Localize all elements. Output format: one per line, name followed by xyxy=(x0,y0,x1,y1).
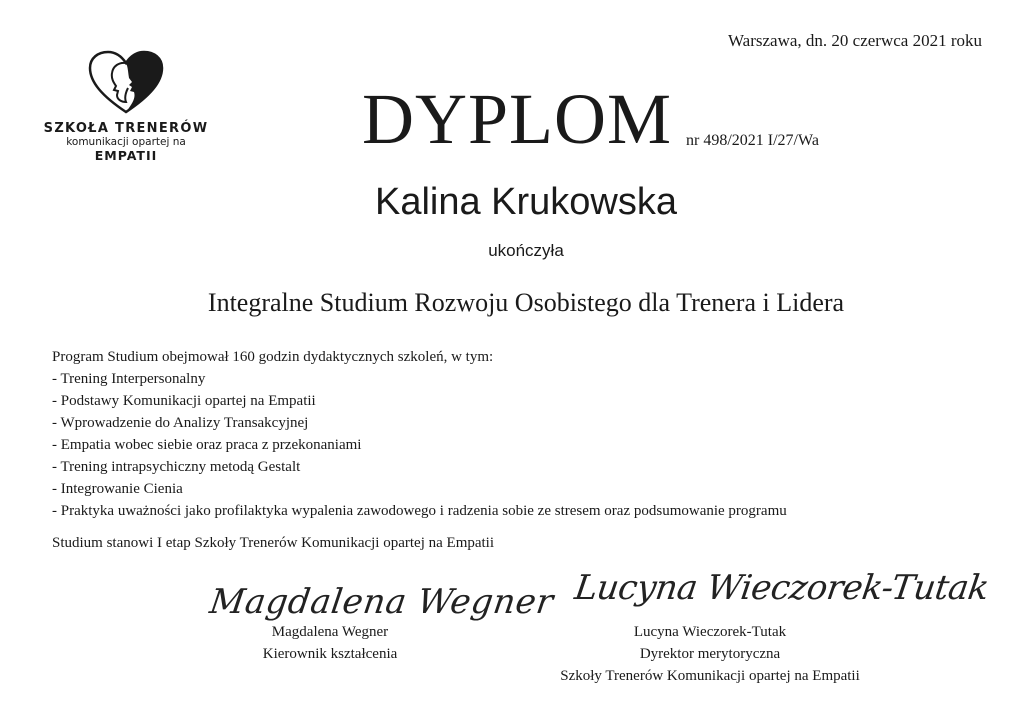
place-and-date: Warszawa, dn. 20 czerwca 2021 roku xyxy=(728,31,982,50)
signatory-name: Lucyna Wieczorek-Tutak xyxy=(633,624,787,640)
program-item: - Wprowadzenie do Analizy Transakcyjnej xyxy=(52,412,787,434)
signatory-name: Magdalena Wegner xyxy=(271,624,389,640)
program-item: - Trening intrapsychiczny metodą Gestalt xyxy=(52,456,787,478)
signature-handwriting: Magdalena Wegner xyxy=(207,582,556,622)
signatory-organization: Szkoły Trenerów Komunikacji opartej na Empatii xyxy=(560,668,860,684)
logo-text-school: SZKOŁA TRENERÓW xyxy=(43,121,209,136)
program-footer-note: Studium stanowi I etap Szkoły Trenerów Komunikacji opartej na Empatii xyxy=(52,535,495,551)
signatory-role: Kierownik kształcenia xyxy=(262,646,398,662)
signatory-block xyxy=(230,621,430,665)
recipient-name: Kalina Krukowska xyxy=(374,181,678,223)
logo-text-empathy: EMPATII xyxy=(94,148,158,163)
logo-text-subtitle: komunikacji opartej na xyxy=(66,136,186,148)
signatory-role: Dyrektor merytoryczna xyxy=(639,646,781,662)
program-item: - Integrowanie Cienia xyxy=(52,478,787,500)
program-intro: Program Studium obejmował 160 godzin dydaktycznych szkoleń, w tym: xyxy=(52,349,494,365)
course-title: Integralne Studium Rozwoju Osobistego dla Trenera i Lidera xyxy=(207,288,845,317)
program-item: - Empatia wobec siebie oraz praca z przekonaniami xyxy=(52,434,787,456)
diploma-number: nr 498/2021 I/27/Wa xyxy=(686,132,819,149)
signature-handwriting: Lucyna Wieczorek-Tutak xyxy=(572,568,992,608)
program-item: - Praktyka uważności jako profilaktyka wypalenia zawodowego i radzenia sobie ze stresem oraz podsumowanie programu xyxy=(52,500,787,522)
program-list xyxy=(52,368,787,522)
school-logo xyxy=(30,50,222,163)
program-item: - Podstawy Komunikacji opartej na Empatii xyxy=(52,390,787,412)
signatory-block xyxy=(520,621,900,687)
program-item: - Trening Interpersonalny xyxy=(52,368,787,390)
completion-statement: ukończyła xyxy=(488,241,564,260)
heart-profile-icon xyxy=(86,50,166,116)
diploma-title: DYPLOM xyxy=(362,79,673,159)
program-section xyxy=(52,346,787,522)
